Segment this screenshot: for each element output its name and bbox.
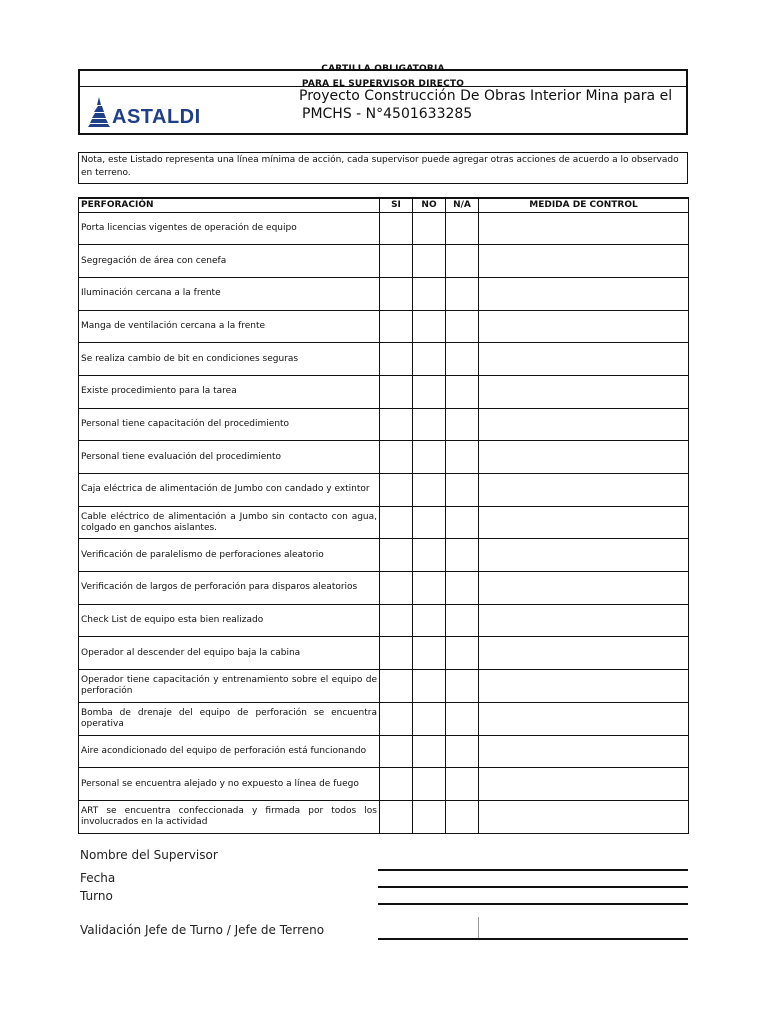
no-cell[interactable] <box>413 245 446 278</box>
si-cell[interactable] <box>380 277 413 310</box>
medida-de-control-cell[interactable] <box>479 670 689 703</box>
astaldi-logo <box>88 95 218 131</box>
table-row <box>79 768 689 801</box>
task-cell: Personal se encuentra alejado y no expuesto a línea de fuego <box>79 768 380 801</box>
no-cell[interactable] <box>413 670 446 703</box>
column-header-perforacion: PERFORACIÓN <box>79 198 380 212</box>
task-cell: Aire acondicionado del equipo de perforación está funcionando <box>79 735 380 768</box>
no-cell[interactable] <box>413 735 446 768</box>
table-row <box>79 800 689 833</box>
na-cell[interactable] <box>446 735 479 768</box>
no-cell[interactable] <box>413 506 446 539</box>
task-cell: Personal tiene evaluación del procedimiento <box>79 441 380 474</box>
supervisor-name-line[interactable] <box>378 869 688 871</box>
table-row <box>79 245 689 278</box>
table-row <box>79 735 689 768</box>
no-cell[interactable] <box>413 539 446 572</box>
medida-de-control-cell[interactable] <box>479 408 689 441</box>
task-cell: Cable eléctrico de alimentación a Jumbo sin contacto con agua, colgado en ganchos aislantes. <box>79 506 380 539</box>
na-cell[interactable] <box>446 637 479 670</box>
shift-line[interactable] <box>378 903 688 905</box>
astaldi-logo-icon <box>88 95 110 129</box>
si-cell[interactable] <box>380 735 413 768</box>
task-cell: Check List de equipo esta bien realizado <box>79 604 380 637</box>
table-row <box>79 277 689 310</box>
no-cell[interactable] <box>413 343 446 376</box>
table-row <box>79 702 689 735</box>
table-row <box>79 572 689 605</box>
header-banner-line-1: CARTILLA OBLIGATORIA <box>321 64 445 74</box>
si-cell[interactable] <box>380 539 413 572</box>
validation-divider <box>478 917 479 939</box>
medida-de-control-cell[interactable] <box>479 702 689 735</box>
table-row <box>79 310 689 343</box>
na-cell[interactable] <box>446 506 479 539</box>
date-line[interactable] <box>378 886 688 888</box>
task-cell: Existe procedimiento para la tarea <box>79 375 380 408</box>
shift-label: Turno <box>80 889 113 903</box>
table-row <box>79 637 689 670</box>
no-cell[interactable] <box>413 474 446 507</box>
na-cell[interactable] <box>446 212 479 245</box>
task-cell: Caja eléctrica de alimentación de Jumbo con candado y extintor <box>79 474 380 507</box>
header-box <box>78 64 688 135</box>
task-cell: Iluminación cercana a la frente <box>79 277 380 310</box>
column-header-na: N/A <box>446 198 479 212</box>
medida-de-control-cell[interactable] <box>479 375 689 408</box>
na-cell[interactable] <box>446 310 479 343</box>
na-cell[interactable] <box>446 441 479 474</box>
no-cell[interactable] <box>413 375 446 408</box>
na-cell[interactable] <box>446 408 479 441</box>
medida-de-control-cell[interactable] <box>479 310 689 343</box>
task-cell: Operador tiene capacitación y entrenamiento sobre el equipo de perforación <box>79 670 380 703</box>
na-cell[interactable] <box>446 768 479 801</box>
na-cell[interactable] <box>446 604 479 637</box>
table-row <box>79 539 689 572</box>
si-cell[interactable] <box>380 375 413 408</box>
table-row <box>79 212 689 245</box>
logo-text: ASTALDI <box>112 106 201 128</box>
na-cell[interactable] <box>446 277 479 310</box>
si-cell[interactable] <box>380 506 413 539</box>
si-cell[interactable] <box>380 604 413 637</box>
medida-de-control-cell[interactable] <box>479 539 689 572</box>
task-cell: Se realiza cambio de bit en condiciones seguras <box>79 343 380 376</box>
medida-de-control-cell[interactable] <box>479 506 689 539</box>
task-cell: Verificación de largos de perforación para disparos aleatorios <box>79 572 380 605</box>
table-row <box>79 441 689 474</box>
medida-de-control-cell[interactable] <box>479 637 689 670</box>
medida-de-control-cell[interactable] <box>479 343 689 376</box>
si-cell[interactable] <box>380 212 413 245</box>
validation-line[interactable] <box>378 938 688 940</box>
no-cell[interactable] <box>413 277 446 310</box>
header-banner <box>80 64 686 89</box>
si-cell[interactable] <box>380 474 413 507</box>
si-cell[interactable] <box>380 441 413 474</box>
task-cell: Manga de ventilación cercana a la frente <box>79 310 380 343</box>
column-header-si: SI <box>380 198 413 212</box>
na-cell[interactable] <box>446 343 479 376</box>
table-row <box>79 408 689 441</box>
table-row <box>79 375 689 408</box>
header-banner-line-2: PARA EL SUPERVISOR DIRECTO <box>301 79 465 89</box>
si-cell[interactable] <box>380 310 413 343</box>
si-cell[interactable] <box>380 670 413 703</box>
supervisor-name-label: Nombre del Supervisor <box>80 848 218 862</box>
medida-de-control-cell[interactable] <box>479 474 689 507</box>
medida-de-control-cell[interactable] <box>479 800 689 833</box>
no-cell[interactable] <box>413 441 446 474</box>
validation-label: Validación Jefe de Turno / Jefe de Terreno <box>80 923 325 937</box>
si-cell[interactable] <box>380 245 413 278</box>
medida-de-control-cell[interactable] <box>479 735 689 768</box>
no-cell[interactable] <box>413 212 446 245</box>
na-cell[interactable] <box>446 670 479 703</box>
table-row <box>79 474 689 507</box>
date-label: Fecha <box>80 871 116 885</box>
no-cell[interactable] <box>413 604 446 637</box>
no-cell[interactable] <box>413 702 446 735</box>
si-cell[interactable] <box>380 572 413 605</box>
note-box: Nota, este Listado representa una línea mínima de acción, cada supervisor puede agregar otras acciones de acuerdo a lo observado en terreno. <box>78 152 688 184</box>
no-cell[interactable] <box>413 768 446 801</box>
medida-de-control-cell[interactable] <box>479 277 689 310</box>
medida-de-control-cell[interactable] <box>479 212 689 245</box>
medida-de-control-cell[interactable] <box>479 441 689 474</box>
si-cell[interactable] <box>380 768 413 801</box>
task-cell: Personal tiene capacitación del procedimiento <box>79 408 380 441</box>
no-cell[interactable] <box>413 408 446 441</box>
medida-de-control-cell[interactable] <box>479 768 689 801</box>
task-cell: Verificación de paralelismo de perforaciones aleatorio <box>79 539 380 572</box>
na-cell[interactable] <box>446 474 479 507</box>
na-cell[interactable] <box>446 245 479 278</box>
si-cell[interactable] <box>380 408 413 441</box>
task-cell: Bomba de drenaje del equipo de perforación se encuentra operativa <box>79 702 380 735</box>
medida-de-control-cell[interactable] <box>479 604 689 637</box>
table-row <box>79 604 689 637</box>
project-title-line-1: Proyecto Construcción De Obras Interior Mina para el <box>299 88 673 104</box>
column-header-medida-de-control: MEDIDA DE CONTROL <box>479 198 689 212</box>
na-cell[interactable] <box>446 539 479 572</box>
si-cell[interactable] <box>380 637 413 670</box>
project-title-line-2: PMCHS - N°4501633285 <box>302 106 473 122</box>
na-cell[interactable] <box>446 800 479 833</box>
na-cell[interactable] <box>446 375 479 408</box>
task-cell: Operador al descender del equipo baja la cabina <box>79 637 380 670</box>
project-title <box>299 87 689 123</box>
medida-de-control-cell[interactable] <box>479 245 689 278</box>
na-cell[interactable] <box>446 572 479 605</box>
si-cell[interactable] <box>380 702 413 735</box>
no-cell[interactable] <box>413 572 446 605</box>
checklist-table <box>78 197 689 834</box>
si-cell[interactable] <box>380 343 413 376</box>
task-cell: Porta licencias vigentes de operación de equipo <box>79 212 380 245</box>
task-cell: ART se encuentra confeccionada y firmada por todos los involucrados en la actividad <box>79 800 380 833</box>
column-header-no: NO <box>413 198 446 212</box>
table-row <box>79 670 689 703</box>
table-row <box>79 343 689 376</box>
checklist-body <box>79 212 689 833</box>
no-cell[interactable] <box>413 310 446 343</box>
no-cell[interactable] <box>413 637 446 670</box>
si-cell[interactable] <box>380 800 413 833</box>
no-cell[interactable] <box>413 800 446 833</box>
table-row <box>79 506 689 539</box>
table-header-row <box>79 198 689 212</box>
na-cell[interactable] <box>446 702 479 735</box>
medida-de-control-cell[interactable] <box>479 572 689 605</box>
task-cell: Segregación de área con cenefa <box>79 245 380 278</box>
